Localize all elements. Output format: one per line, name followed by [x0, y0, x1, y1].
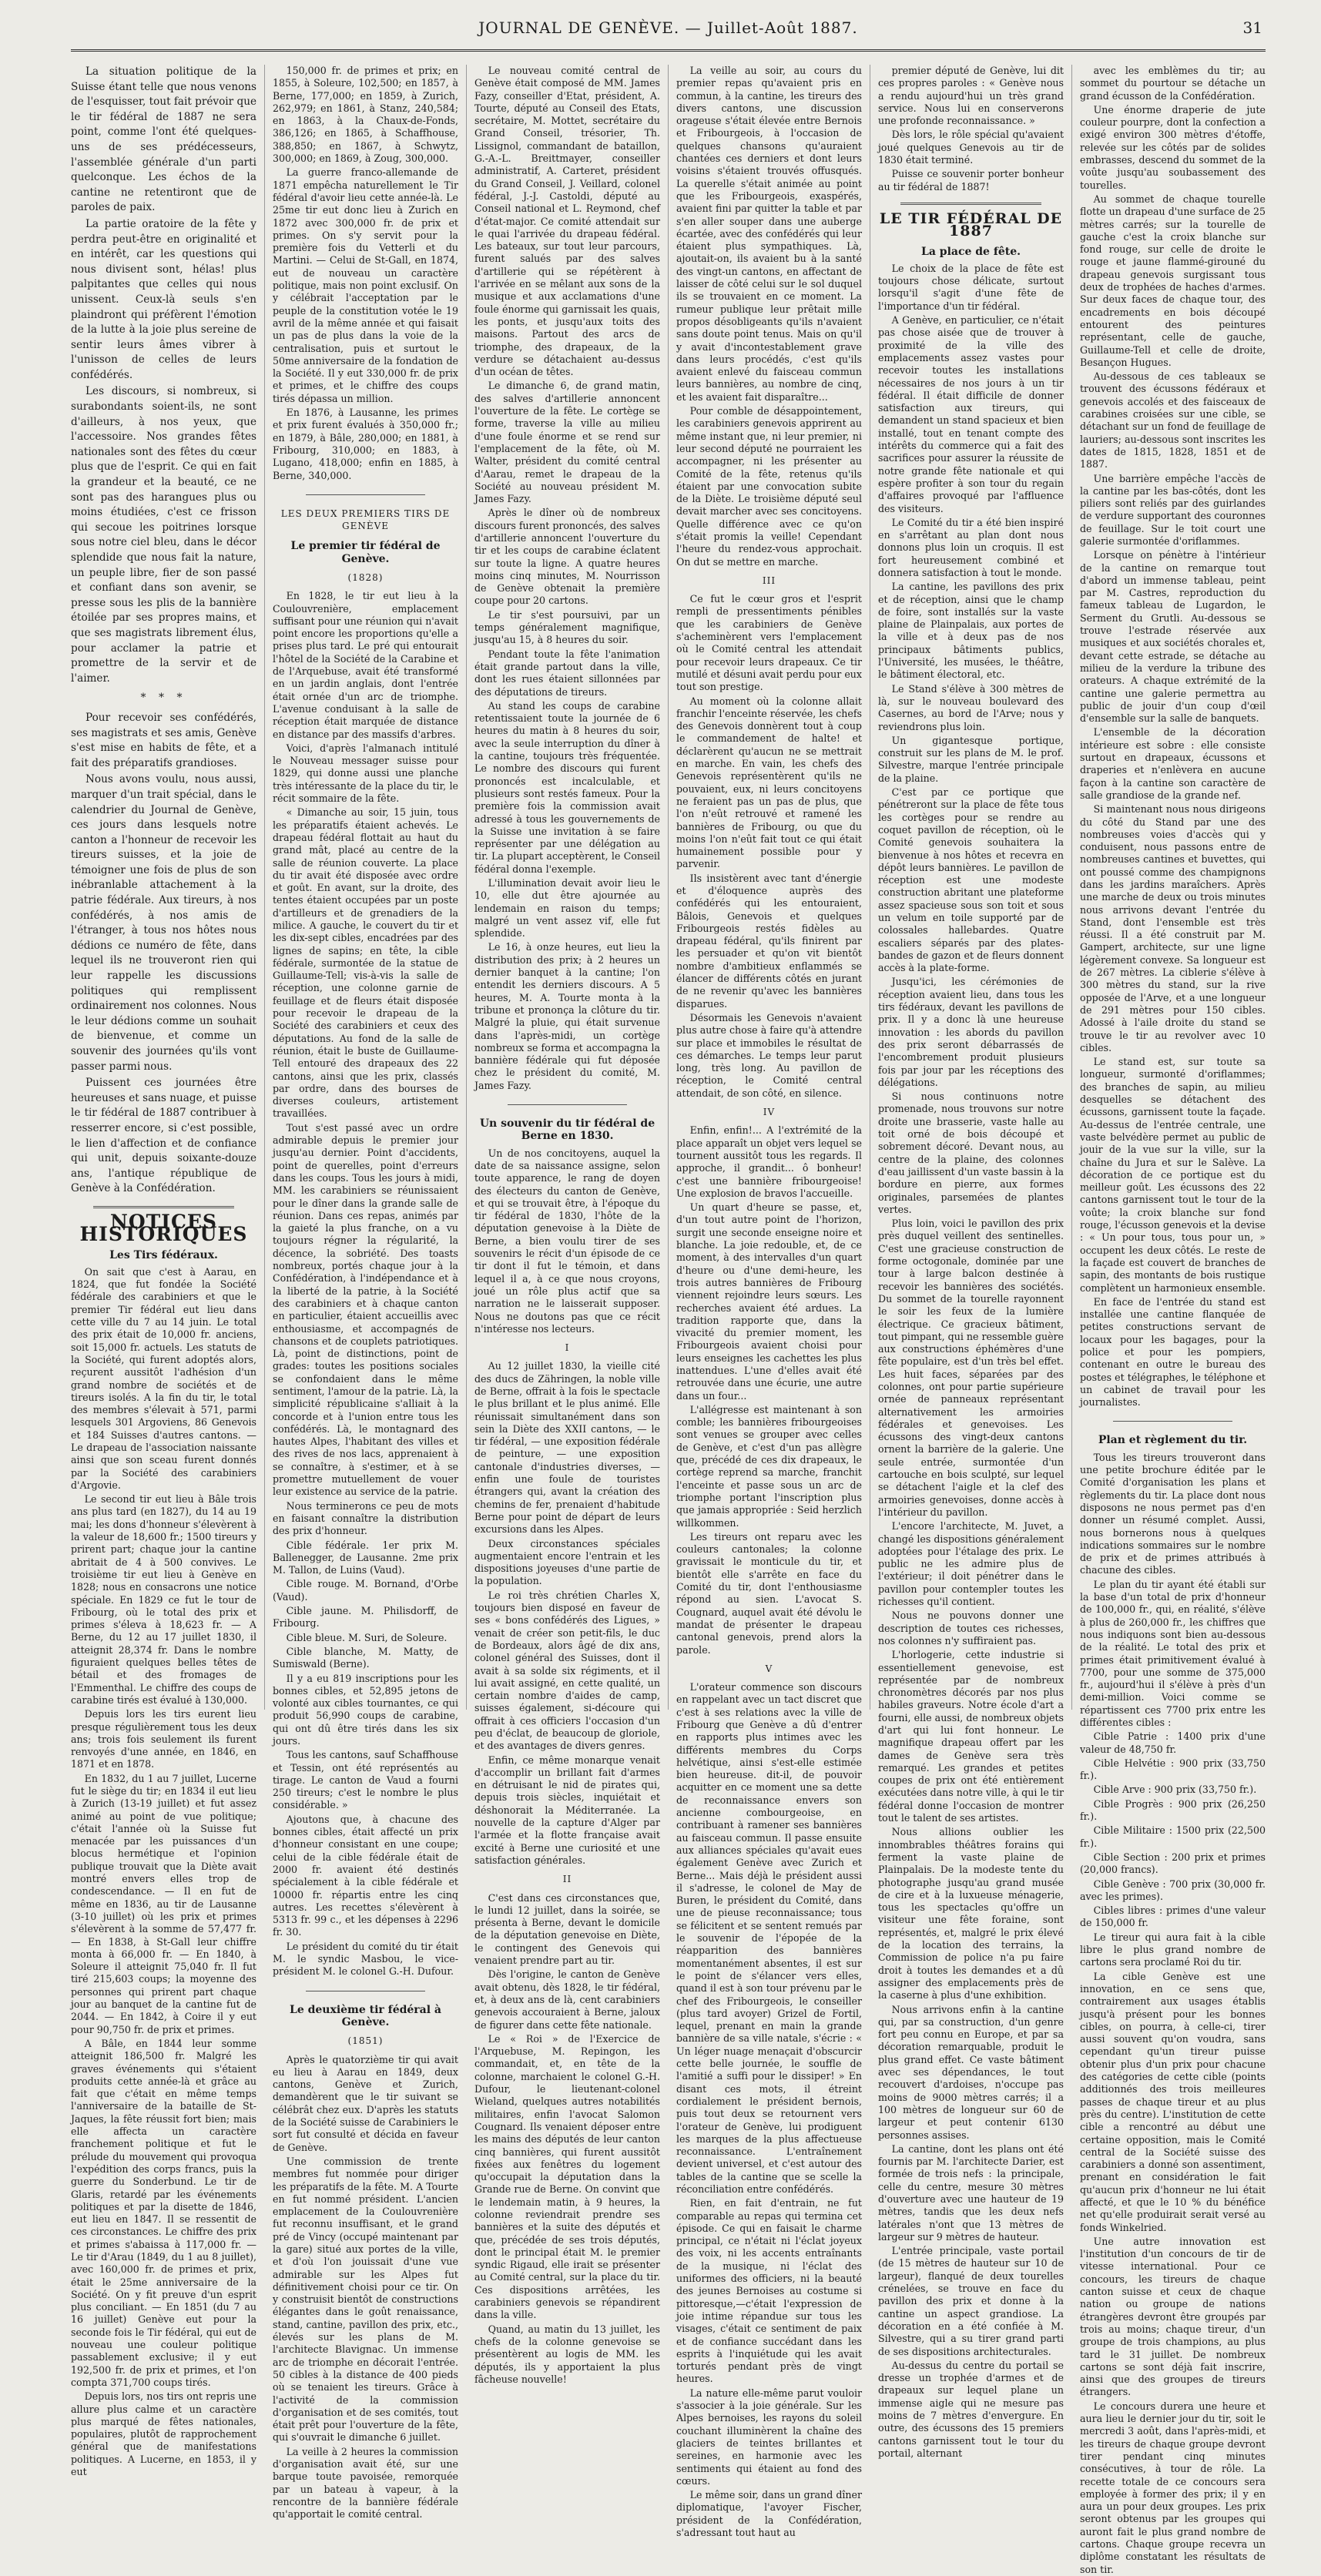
divider [306, 494, 424, 495]
paragraph: En 1828, le tir eut lieu à la Coulouvrenière, emplacement suffisant pour une réunion qui n'avait point encore les proportions qu'elle a prises plus tard. Le pré qui entourait l'hôtel de la Société de la Carabine et de l'Arquebuse, avait été transformé en un jardin anglais, dont l'entrée était ornée d'un arc de triomphe. L'avenue conduisant à la salle de réception était marquée de distance en distance par des massifs d'arbres. [273, 590, 458, 740]
part-numeral: III [762, 574, 776, 586]
paragraph: Dès l'origine, le canton de Genève avait obtenu, dès 1828, le tir fédéral, et, à deux ans de là, cent carabiniers genevois accouraient à Berne, jaloux de figurer dans cette fête nationale. [474, 1968, 660, 2031]
paragraph: La nature elle-même parut vouloir s'associer à la joie générale. Sur les Alpes bernoises, les rayons du soleil couchant illuminèrent la chaîne des glaciers de teintes brillantes et sereines, en harmonie avec les sentiments qui étaient au fond des cœurs. [676, 2387, 862, 2487]
paragraph: L'ensemble de la décoration intérieure est sobre : elle consiste surtout en drapeaux, écussons et draperies et n'enlèvera en aucune façon à la cantine son caractère de salle grandiose de la grande nef. [1080, 726, 1266, 801]
paragraph: La veille au soir, au cours du premier repas qu'avaient pris en commun, à la cantine, les tireurs des divers cantons, une discussion orageuse s'était élevée entre Bernois et Fribourgeois, à l'occasion de quelques chansons qu'auraient chantées ces derniers et dont leurs voisins s'étaient trouvés offusqués. La querelle s'était animée au point que les Fribourgeois, exaspérés, avaient fini par quitter la table et par s'en aller souper dans une auberge écartée, avec des confédérés qui leur étaient plus sympathiques. Là, ajoutait-on, ils avaient bu à la santé des vingt-un cantons, en affectant de laisser de côté celui sur le sol duquel ils se trouvaient en ce moment. La rumeur publique leur prêtait mille propos désobligeants qu'ils n'avaient sans doute point tenus. Mais on qu'il y avait d'incontestablement grave dans leurs procédés, c'est qu'ils avaient enlevé du faisceau commun leurs bannières, au nombre de cinq, et les avaient fait disparaître... [676, 65, 862, 403]
paragraph: Les tireurs ont reparu avec les couleurs cantonales; la colonne gravissait le monticule du tir, et bientôt elle s'arrête en face du Comité du tir, dont l'enthousiasme répond au sien. L'avocat S. Cougnard, auquel avait été dévolu le mandat de présenter le drapeau cantonal genevois, prend alors la parole. [676, 1530, 862, 1656]
paragraph: Au-dessus du centre du portail se dresse un trophée d'armes et de drapeaux sur lequel plane un immense aigle qui ne mesure pas moins de 7 mètres d'envergure. En outre, des écussons des 15 premiers cantons garnissent tout le tour du portail, alternant [878, 2359, 1064, 2459]
paragraph: Pour comble de désappointement, les carabiniers genevois apprirent au même instant que, ni leur premier, ni leur second député ne pourraient les accompagner, ni les présenter au Comité de la fête, retenus qu'ils étaient par une convocation subite de la Diète. Le troisième député seul devait marcher avec ses concitoyens. Quelle différence avec ce qu'on s'était promis la veille! Cependant l'heure du rendez-vous approchait. On dut se mettre en marche. [676, 405, 862, 568]
masthead-title: JOURNAL DE GENÈVE. — Juillet-Août 1887. [478, 18, 858, 37]
article-year: (1851) [347, 2035, 384, 2047]
cible-line: Cible Progrès : 900 prix (26,250 fr.). [1080, 1797, 1266, 1823]
cible-line: Cible Genève : 700 prix (30,000 fr. avec les primes). [1080, 1878, 1266, 1902]
part-numeral: IV [763, 1107, 776, 1118]
paragraph: Tout s'est passé avec un ordre admirable depuis le premier jour jusqu'au dernier. Point d'accidents, point de querelles, point d'erreurs dans les coups. Tous les jours à midi, MM. les carabiniers se réunissaient pour le dîner dans la grande salle de réunion. Dans ces repas, animés par la gaieté la plus franche, on a vu toujours régner la régularité, la décence, la sobriété. Des toasts nombreux, portés chaque jour à la Confédération, à l'indépendance et à la liberté de la patrie, à la Société des carabiniers et à chaque canton en particulier, étaient accueillis avec enthousiasme, et accompagnés de chansons et de couplets patriotiques. Là, point de distinctions, point de grades: toutes les positions sociales se confondaient dans le même sentiment, l'amour de la patrie. Là, la simplicité républicaine s'alliait à la concorde et à l'union entre tous les confédérés. Là, le montagnard des hautes Alpes, l'habitant des villes et des rives de nos lacs, apprenaient à se connaître, à s'estimer, et à se promettre mutuellement de vouer leur existence au service de la patrie. [273, 1121, 458, 1498]
paragraph: avec les emblèmes du tir; au sommet du pourtour se détache un grand écusson de la Confédération. [1080, 65, 1266, 102]
cible-line: Cible Arve : 900 prix (33,750 fr.). [1093, 1784, 1257, 1796]
paragraph: La partie oratoire de la fête y perdra peut-être en originalité et en intérêt, car les questions qui nous divisent sont, hélas! plus palpitantes que celles qui nous unissent. Ceux-là seuls s'en plaindront qui préfèrent l'émotion de la lutte à la joie plus sereine de sentir leurs âmes vibrer à l'unisson de celles de leurs confédérés. [71, 217, 256, 381]
column-2 [264, 65, 466, 2521]
paragraph: Le concours durera une heure et aura lieu le dernier jour du tir, soit le mercredi 3 août, dans l'après-midi, et les tireurs de chaque groupe devront tirer pendant cinq minutes consécutives, à tour de rôle. La recette totale de ce concours sera employée à former des prix; il y en aura un pour deux groupes. Les prix seront obtenus par les groupes qui auront fait le plus grand nombre de cartons. Chaque groupe recevra un diplôme constatant les résultats de son tir. [1080, 2400, 1266, 2575]
article-subtitle: Les Tirs fédéraux. [109, 1248, 218, 1261]
prize-line: Cible jaune. M. Philisdorff, de Fribourg. [273, 1605, 458, 1630]
paragraph: Le dimanche 6, de grand matin, des salves d'artillerie annoncent l'ouverture de la fête. Le cortège se forme, traverse la ville au milieu d'une foule énorme et se rend sur l'emplacement de la fête, où M. Walter, président du comité central d'Aarau, remet le drapeau de la Société au nouveau président M. James Fazy. [474, 380, 660, 505]
paragraph: Il y a eu 819 inscriptions pour les bonnes cibles, et 52,895 jetons de volonté aux cibles tournantes, ce qui produit 56,990 coups de carabine, qui ont dû être tirés dans les six jours. [273, 1672, 458, 1747]
paragraph: La situation politique de la Suisse étant telle que nous venons de l'esquisser, tout fait prévoir que le tir fédéral de 1887 ne sera point, comme l'ont été quelques-uns de ses prédécesseurs, l'assemblée générale d'un parti quelconque. Les échos de la cantine ne retentiront que de paroles de paix. [71, 65, 256, 214]
paragraph: Après le quatorzième tir qui avait eu lieu à Aarau en 1849, deux cantons, Genève et Zurich, demandèrent que le tir suivant se célébrât chez eux. D'après les statuts de la Société suisse de Carabiniers le sort fut consulté et décida en faveur de Genève. [273, 2053, 458, 2153]
section-heading: LES DEUX PREMIERS TIRS DE GENÈVE [280, 507, 451, 532]
paragraph: « Dimanche au soir, 15 juin, tous les préparatifs étaient achevés. Le drapeau fédéral flottait au haut du grand mât, placé au centre de la salle de réunion couverte. La place du tir avait été disposée avec ordre et goût. En avant, sur la droite, des tentes étaient occupées par un poste d'artilleurs et de grenadiers de la milice. A gauche, le couvert du tir et les dix-sept cibles, encadrées par des lignes de sapins; en tête, la cible fédérale, surmontée de la statue de Guillaume-Tell; vis-à-vis la salle de réception, une colonne garnie de feuillage et de fleurs était disposée pour recevoir le drapeau de la Société des carabiniers et ceux des députations. Au fond de la salle de réunion, était le buste de Guillaume-Tell entouré des drapeaux des 22 cantons, ainsi que les prix, classés par ordre, dans des bourses de diverses couleurs, artistement travaillées. [273, 806, 458, 1120]
cible-line: Cibles libres : primes d'une valeur de 150,000 fr. [1080, 1904, 1266, 1929]
paragraph: Si nous continuons notre promenade, nous trouvons sur notre droite une brasserie, vaste halle au toit orné de bois découpé et sobrement décoré. Devant nous, au centre de la plaine, des colonnes d'eau jaillissent d'un vaste bassin à la bordure en pierre, aux formes originales, parsemées de plantes vertes. [878, 1090, 1064, 1215]
cible-line: Cible Helvétie : 900 prix (33,750 fr.). [1080, 1757, 1266, 1782]
part-numeral: V [765, 1663, 773, 1674]
paragraph: Le second tir eut lieu à Bâle trois ans plus tard (en 1827), du 14 au 19 mai; les dons d'honneur s'élevèrent à la valeur de 18,600 fr.; 1500 tireurs y prirent part; chaque jour la cantine abritait de 4 à 500 convives. Le troisième tir eut lieu à Genève en 1828; nous en consacrons une notice spéciale. En 1829 ce fut le tour de Fribourg, où le total des prix et primes s'éleva à 18,623 fr. — A Berne, du 12 au 17 juillet 1830, il atteignit 28,374 fr. Dans le nombre figuraient quelques belles têtes de bétail et des fromages de l'Emmenthal. Le chiffre des coups de carabine tirés est évalué à 130,000. [71, 1493, 256, 1706]
page-number: 31 [1242, 18, 1262, 37]
paragraph: Depuis lors les tirs eurent lieu presque régulièrement tous les deux ans; trois fois seulement ils furent renvoyés d'une année, en 1846, en 1871 et en 1878. [71, 1708, 256, 1770]
paragraph: Une commission de trente membres fut nommée pour diriger les préparatifs de la fête. M. A Tourte en fut nommé président. L'ancien emplacement de la Coulouvrenière fut reconnu insuffisant, et le grand pré de Vincy (occupé maintenant par la gare) situé aux portes de la ville, et d'où l'on jouissait d'une vue admirable sur les Alpes fut définitivement choisi pour ce tir. On y construisit bientôt de constructions élégantes dans le goût renaissance, stand, cantine, pavillon des prix, etc., élevés sur les plans de M. l'architecte Blavignac. Un immense arc de triomphe en décorait l'entrée. 50 cibles à la distance de 400 pieds où se tenaient les tireurs. Grâce à l'activité de la commission d'organisation et de ses comités, tout était prêt pour l'ouverture de la fête, qui s'ouvrait le dimanche 6 juillet. [273, 2155, 458, 2444]
paragraph: Ils insistèrent avec tant d'énergie et d'éloquence auprès des confédérés qui les entouraient, Bâlois, Genevois et quelques Fribourgeois restés fidèles au drapeau fédéral, qu'ils finirent par les persuader et qu'on vit bientôt nombre d'ambitieux enflammés se élancer de différents côtés en jurant de ne revenir qu'avec les bannières disparues. [676, 872, 862, 1010]
paragraph: En 1832, du 1 au 7 juillet, Lucerne fut le siège du tir; en 1834 il eut lieu à Zurich (13-19 juillet) et fut assez animé au point de vue politique; c'était l'année où la Suisse fut menacée par les puissances d'un blocus hermétique et l'opinion publique trouvait que la Diète avait montré envers elles trop de condescendance. — Il en fut de même en 1836, au tir de Lausanne (3-10 juillet) où les prix et primes s'élevèrent à la somme de 57,477 fr. — En 1838, à St-Gall leur chiffre monta à 66,000 fr. — En 1840, à Soleure il atteignit 75,040 fr. Il fut tiré 215,603 coups; la moyenne des personnes qui prirent part chaque jour au banquet de la cantine fut de 2044. — En 1842, à Coire il y eut pour 90,750 fr. de prix et primes. [71, 1772, 256, 2035]
masthead [71, 6, 1266, 52]
paragraph: A Genève, en particulier, ce n'était pas chose aisée que de trouver à proximité de la ville des emplacements assez vastes pour recevoir toutes les installations nécessaires de nos jours à un tir fédéral. Il était difficile de donner satisfaction aux tireurs, qui demandent un stand spacieux et bien installé, tout en tenant compte des intérêts du commerce qui a fait des sacrifices pour assurer la réussite de notre grande fête nationale et qui espère profiter à son tour du regain d'affaires provoqué par l'affluence des visiteurs. [878, 314, 1064, 514]
paragraph: A Bâle, en 1844 leur somme atteignit 186,500 fr. Malgré les graves événements qui s'étaient produits cette année-là et grâce au fait que c'était en même temps l'anniversaire de la bataille de St-Jaques, la fête réussit fort bien; mais elle affecta un caractère franchement politique et fut le prélude du mouvement qui provoqua l'expédition des corps francs, puis la guerre du Sonderbund. Le tir de Glaris, retardé par les événements politiques et par la disette de 1846, eut lieu en 1847. Il se ressentit de ces circonstances. Le chiffre des prix et primes s'abaissa à 117,000 fr. — Le tir d'Arau (1849, du 1 au 8 juillet), avec 160,000 fr. de primes et prix, était le 25me anniversaire de la Société. On y fit preuve d'un esprit plus conciliant. — En 1851 (du 7 au 16 juillet) Genève eut pour la seconde fois le Tir fédéral, qui eut de nouveau une couleur politique passablement exclusive; il y eut 192,500 fr. de prix et primes, et l'on compta 371,700 coups tirés. [71, 2037, 256, 2388]
paragraph: Le choix de la place de fête est toujours chose délicate, surtout lorsqu'il s'agit d'une fête de l'importance d'un tir fédéral. [878, 262, 1064, 312]
column-4 [668, 65, 870, 2538]
paragraph: Puisse ce souvenir porter bonheur au tir fédéral de 1887! [878, 168, 1064, 193]
paragraph: Enfin, enfin!... A l'extrémité de la place apparaît un objet vers lequel se tournent aussitôt tous les regards. Il approche, il grandit... ô bonheur! c'est une bannière fribourgeoise! Une explosion de bravos l'accueille. [676, 1124, 862, 1199]
paragraph: Pour recevoir ses confédérés, ses magistrats et ses amis, Genève s'est mise en habits de fête, et a fait des préparatifs grandioses. [71, 711, 256, 769]
paragraph: Tous les tireurs trouveront dans une petite brochure éditée par le Comité d'organisation les plans et règlements du tir. La place dont nous disposons ne nous permet pas d'en donner un résumé complet. Aussi, nous bornerons nous à quelques indications sommaires sur le nombre de prix et de primes attribués à chacune des cibles. [1080, 1451, 1266, 1576]
paragraph: Nous allions oublier les innombrables théâtres forains qui ferment la vaste plaine de Plainpalais. De la modeste tente du photographe jusqu'au grand musée de cire et à la luxueuse ménagerie, tous les spectacles qu'offre un visiteur une fête foraine, sont représentés, et, malgré le prix élevé de la location des terrains, la Commission de police n'a pu faire droit à toutes les demandes et a dû assigner des emplacements près de la caserne à plus d'une exhibition. [878, 1826, 1064, 2002]
article-year: (1828) [347, 571, 384, 583]
paragraph: Une barrière empêche l'accès de la cantine par les bas-côtés, dont les piliers sont reliés par des guirlandes de verdure supportant des couronnes de feuillage. Sur le toit court une galerie surmontée d'oriflammes. [1080, 472, 1266, 547]
paragraph: Enfin, ce même monarque venait d'accomplir un brillant fait d'armes en détruisant le nid de pirates qui, depuis trois siècles, inquiétait et déshonorait la Méditerranée. La nouvelle de la capture d'Alger par l'armée et la flotte française avait excité à Berne une curiosité et une satisfaction générales. [474, 1754, 660, 1866]
paragraph: Au-dessous de ces tableaux se trouvent des écussons fédéraux et genevois accolés et des faisceaux de carabines croisées sur une cible, se détachant sur un fond de feuillage de lauriers; au-dessous sont inscrites les dates de 1815, 1828, 1851 et de 1887. [1080, 370, 1266, 471]
paragraph: En 1876, à Lausanne, les primes et prix furent évalués à 350,000 fr.; en 1879, à Bâle, 280,000; en 1881, à Fribourg, 310,000; en 1883, à Lugano, 418,000; enfin en 1885, à Berne, 340,000. [273, 407, 458, 481]
divider [1113, 1421, 1232, 1422]
paragraph: Au 12 juillet 1830, la vieille cité des ducs de Zähringen, la noble ville de Berne, offrait à la fois le spectacle le plus brillant et le plus animé. Elle réunissait simultanément dans son sein la Diète des XXII cantons, — le tir fédéral, — une exposition fédérale de peinture, — une exposition cantonale d'industries diverses, — enfin une foule de touristes étrangers qui, avant la création des chemins de fer, prenaient d'habitude Berne pour point de départ de leurs excursions dans les Alpes. [474, 1360, 660, 1536]
paragraph: Le même soir, dans un grand dîner diplomatique, l'avoyer Fischer, président de la Confédération, s'adressant tout haut au [676, 2489, 862, 2538]
cible-line: Cible Patrie : 1400 prix d'une valeur de 48,750 fr. [1080, 1730, 1266, 1755]
prize-line: Cible fédérale. 1er prix M. Ballenegger, de Lausanne. 2me prix M. Tallon, de Luins (Vaud). [273, 1539, 458, 1576]
column-6 [1071, 65, 1266, 2575]
paragraph: Le Stand s'élève à 300 mètres de là, sur le nouveau boulevard des Casernes, au bord de l'Arve; nous y reviendrons plus loin. [878, 682, 1064, 732]
paragraph: Pendant toute la fête l'animation était grande partout dans la ville, dont les rues étaient sillonnées par des députations de tireurs. [474, 648, 660, 698]
paragraph: La guerre franco-allemande de 1871 empêcha naturellement le Tir fédéral d'avoir lieu cette année-là. Le 25me tir eut donc lieu à Zurich en 1872 avec 300,000 fr. de prix et primes. On s'y servit pour la première fois du Vetterli et du Martini. — Celui de St-Gall, en 1874, eut de nouveau un caractère politique, mais non point exclusif. On y célébrait l'acceptation par le peuple de la constitution votée le 19 avril de la même année et qui faisait un pas de plus dans la voie de la centralisation, puis et surtout le 50me anniversaire de la fondation de la Société. Il y eut 330,000 fr. de prix et primes, et le chiffre des coups tirés dépassa un million. [273, 166, 458, 404]
prize-line: Cible bleue. M. Suri, de Soleure. [286, 1631, 448, 1643]
paragraph: Ajoutons que, à chacune des bonnes cibles, était affecté un prix d'honneur consistant en une coupe; celui de la cible fédérale était de 2000 fr. avaient été destinés spécialement à la cible fédérale et 10000 fr. répartis entre les cinq autres. Les recettes s'élevèrent à 5313 fr. 99 c., et les dépenses à 2296 fr. 30. [273, 1813, 458, 1938]
paragraph: Le « Roi » de l'Exercice de l'Arquebuse, M. Repingon, les commandait, et, en tête de la colonne, marchaient le colonel G.-H. Dufour, le lieutenant-colonel Wieland, quelques autres notabilités militaires, enfin l'avocat Salomon Cougnard. Ils venaient déposer entre les mains des députés de leur canton cinq bannières, qui furent aussitôt fixées aux fenêtres du logement qu'occupait la députation dans la Grande rue de Berne. On convint que le lendemain matin, à 9 heures, la colonne reviendrait prendre ses bannières et la suite des députés et que, précédée de ses trois députés, dont le principal était M. le premier syndic Rigaud, elle irait se présenter au Comité central, sur la place du tir. Ces dispositions arrêtées, les carabiniers genevois se répandirent dans la ville. [474, 2032, 660, 2321]
paragraph: Au stand les coups de carabine retentissaient toute la journée de 6 heures du matin à 8 heures du soir, avec la seule interruption du dîner à la cantine, toujours très fréquentée. Le nombre des discours qui furent prononcés est incalculable, et plusieurs sont restés fameux. Pour la première fois la commission avait adressé à tous les gouvernements de la Suisse une invitation à se faire représenter par une délégation au tir. La plupart acceptèrent, le Conseil fédéral donna l'exemple. [474, 699, 660, 875]
paragraph: En face de l'entrée du stand est installée une cantine flanquée de petites constructions servant de locaux pour les bagages, pour la police et pour les pompiers, contenant en outre le bureau des postes et télégraphes, le téléphone et un cabinet de travail pour les journalistes. [1080, 1295, 1266, 1409]
paragraph: Un quart d'heure se passe, et, d'un tout autre point de l'horizon, surgit une seconde enseigne noire et blanche. La joie redouble, et, de ce moment, à des intervalles d'un quart d'heure ou d'une demi-heure, les trois autres bannières de Fribourg viennent rejoindre leurs sœurs. Les recherches avaient été ardues. La tradition rapporte que, dans la vivacité du premier moment, les Fribourgeois avaient choisi pour leurs enseignes les cachettes les plus inattendues. L'une d'elles avait été retrouvée dans une écurie, une autre dans un four... [676, 1201, 862, 1402]
paragraph: L'horlogerie, cette industrie si essentiellement genevoise, est représentée par de nombreux chronomètres décorés par nos plus habiles graveurs. Notre école d'art a fourni, elle aussi, de nombreux objets d'art qui lui font honneur. Le magnifique drapeau offert par les dames de Genève sera très remarqué. Les grandes et petites coupes de prix ont été entièrement exécutées dans notre ville, à qui le tir fédéral donne l'occasion de montrer tout le talent de ses artistes. [878, 1649, 1064, 1824]
prize-line: Cible blanche, M. Matty, de Sumiswald (Berne). [273, 1645, 458, 1670]
paragraph: Puissent ces journées être heureuses et sans nuage, et puisse le tir fédéral de 1887 contribuer à resserrer encore, si c'est possible, le lien d'affection et de confiance qui unit, depuis soixante-douze ans, l'antique république de Genève à la Confédération. [71, 1077, 256, 1195]
paragraph: Au moment où la colonne allait franchir l'enceinte réservée, les chefs des Genevois donnèrent tout à coup le commandement de halte! et déclarèrent qu'aucun ne se mettrait en marche. En vain, les chefs des Genevois représentèrent qu'ils ne pouvaient, eux, ni leurs concitoyens ne feraient pas un pas de plus, que l'on n'eût retrouvé et ramené les bannières de Fribourg, ou que du moins l'on n'eût fait tout ce qui était humainement possible pour y parvenir. [676, 695, 862, 870]
paragraph: Le tireur qui aura fait à la cible libre le plus grand nombre de cartons sera proclamé Roi du tir. [1080, 1931, 1266, 1968]
paragraph: C'est par ce portique que pénétreront sur la place de fête tous les cortèges pour se rendre au coquet pavillon de réception, où le Comité genevois souhaitera la bienvenue à nos hôtes et recevra en dépôt leurs bannières. Le pavillon de réception est une modeste construction abritant une plateforme assez spacieuse sous son toit et sous un velum en toile supporté par de colossales hallebardes. Quatre escaliers séparés par des plates-bandes de gazon et de fleurs donnent accès à la plate-forme. [878, 786, 1064, 974]
paragraph: Lorsque on pénètre à l'intérieur de la cantine on remarque tout d'abord un immense tableau, peint par M. Castres, reproduction du fameux tableau de Lugardon, le Serment du Grutli. Au-dessous se trouve l'estrade réservée aux musiques et aux sociétés chorales et, devant cette estrade, se détache au milieu de la verdure la tribune des orateurs. A chaque extrémité de la cantine une galerie permettra au public de jouir d'un coup d'œil d'ensemble sur la salle de banquets. [1080, 549, 1266, 725]
part-numeral: I [565, 1342, 570, 1354]
paragraph: Jusqu'ici, les cérémonies de réception avaient lieu, dans tous les tirs fédéraux, devant les pavillons de prix. Il y a donc là une heureuse innovation : les abords du pavillon des prix seront débarrassés de l'encombrement produit plusieurs fois par jour par les réceptions des délégations. [878, 976, 1064, 1088]
article-columns [71, 65, 1266, 2575]
paragraph: Un de nos concitoyens, auquel la date de sa naissance assigne, selon toute apparence, le rang de doyen des électeurs du canton de Genève, et qui se trouvait être, à l'époque du tir fédéral de 1830, l'hôte de la députation genevoise à la Diète de Berne, a bien voulu tirer de ses souvenirs le récit d'un épisode de ce tir dont il fut le témoin, et dans lequel il a, à ce que nous croyons, joué un rôle plus actif que sa narration ne le laisserait supposer. Nous ne doutons pas que ce récit n'intéresse nos lecteurs. [474, 1147, 660, 1335]
paragraph: Tous les cantons, sauf Schaffhouse et Tessin, ont été représentés au tirage. Le canton de Vaud a fourni 250 tireurs; c'est le nombre le plus considérable. » [273, 1749, 458, 1811]
paragraph: Nous avons voulu, nous aussi, marquer d'un trait spécial, dans le calendrier du Journal de Genève, ces jours dans lesquels notre canton a l'honneur de recevoir les tireurs suisses, et la joie de témoigner une fois de plus de son inébranlable attachement à la patrie fédérale. Aux tireurs, à nos confédérés, à nos amis de l'étranger, à tous nos hôtes nous dédions ce numéro de fête, dans lequel ils ne trouveront rien qui leur rappelle les discussions politiques qui remplissent ordinairement nos colonnes. Nous le leur dédions comme un souhait de bienvenue, et comme un souvenir des journées qu'ils vont passer parmi nous. [71, 773, 256, 1073]
prize-line: Cible rouge. M. Bornand, d'Orbe (Vaud). [273, 1578, 458, 1603]
paragraph: Le plan du tir ayant été établi sur la base d'un total de prix d'honneur de 100,000 fr., qui, en réalité, s'élève à plus de 260,000 fr., les chiffres que nous indiquons sont bien au-dessous de la réalité. Le total des prix et primes était primitivement évalué à 7700, pour une somme de 375,000 fr., aujourd'hui il s'élève à près d'un demi-million. Voici comme se répartissent ces 7700 prix entre les différentes cibles : [1080, 1578, 1266, 1728]
paragraph: Désormais les Genevois n'avaient plus autre chose à faire qu'à attendre sur place et immobiles le résultat de ces démarches. Le temps leur parut long, très long. Au pavillon de réception, le Comité central attendait, de son côté, en silence. [676, 1011, 862, 1099]
paragraph: Une énorme draperie de jute couleur pourpre, dont la confection a exigé environ 300 mètres d'étoffe, relevée sur les côtés par de solides embrasses, descend du sommet de la voûte jusqu'au soubassement des tourelles. [1080, 103, 1266, 191]
paragraph: Depuis lors, nos tirs ont repris une allure plus calme et un caractère plus marqué de fêtes nationales, populaires, plutôt de rapprochement général que de manifestations politiques. A Lucerne, en 1853, il y eut [71, 2390, 256, 2478]
paragraph: Ce fut le cœur gros et l'esprit rempli de pressentiments pénibles que les carabiniers de Genève s'acheminèrent vers l'emplacement où le Comité central les attendait pour recevoir leurs drapeaux. Ce tir mutilé et désuni avait perdu pour eux tout son prestige. [676, 593, 862, 693]
asterism: * * * [140, 692, 187, 705]
divider [508, 1104, 626, 1105]
divider [900, 203, 1041, 205]
paragraph: La cantine, les pavillons des prix et de réception, ainsi que le champ de foire, sont installés sur la vaste plaine de Plainpalais, aux portes de la ville et à deux pas de nos principaux bâtiments publics, l'Université, les musées, le théâtre, le bâtiment électoral, etc. [878, 581, 1064, 681]
paragraph: L'encore l'architecte, M. Juvet, a changé les dispositions généralement adoptées pour l'étalage des prix. Le public ne les admire plus de l'extérieur; il doit pénétrer dans le pavillon pour contempler toutes les richesses qu'il contient. [878, 1520, 1064, 1608]
section-title: LE TIR FÉDÉRAL DE 1887 [879, 209, 1063, 240]
paragraph: Voici, d'après l'almanach intitulé le Nouveau messager suisse pour 1829, qui donne aussi une planche très intéressante de la place du tir, le récit sommaire de la fête. [273, 742, 458, 805]
cible-line: Cible Section : 200 prix et primes (20,000 francs). [1080, 1851, 1266, 1876]
paragraph: Le 16, à onze heures, eut lieu la distribution des prix; à 2 heures un dernier banquet à la cantine; l'on entendit les derniers discours. A 5 heures, M. A. Tourte monta à la tribune et prononça la clôture du tir. Malgré la pluie, qui était survenue dans l'après-midi, un cortège nombreux se forma et accompagna la bannière fédérale qui fut déposée chez le président du comité, M. James Fazy. [474, 941, 660, 1091]
divider [93, 1206, 234, 1208]
column-1 [71, 65, 264, 2478]
paragraph: Le nouveau comité central de Genève était composé de MM. James Fazy, conseiller d'Etat, président, A. Tourte, député au Conseil des Etats, secrétaire, M. Mottet, secrétaire du Grand Conseil, trésorier, Th. Lissignol, commandant de bataillon, G.-A.-L. Breittmayer, conseiller administratif, A. Carteret, président du Grand Conseil, J. Veillard, colonel fédéral, J.-J. Castoldi, député au Conseil national et L. Reymond, chef d'état-major. Ce comité attendait sur le quai l'arrivée du drapeau fédéral. Les bateaux, sur tout leur parcours, furent salués par des salves d'artillerie qui se répétèrent à l'arrivée en se mêlant aux sons de la musique et aux acclamations d'une foule énorme qui garnissait les quais, les ponts, et jusqu'aux toits des maisons. Partout des arcs de triomphe, des drapeaux, de la verdure se détachaient au-dessus d'un océan de têtes. [474, 65, 660, 378]
paragraph: Plus loin, voici le pavillon des prix près duquel veillent des sentinelles. C'est une gracieuse construction de forme octogonale, dominée par une tour à large balcon destinée à recevoir les bannières des sociétés. Du sommet de la tourelle rayonnent le soir les feux de la lumière électrique. Ce gracieux bâtiment, tout pimpant, qui ne ressemble guère aux constructions éphémères d'une fête populaire, est d'un très bel effet. Les huit faces, séparées par des colonnes, ont pour partie supérieure ornée de panneaux représentant alternativement les armoiries fédérales et genevoises. Les écussons des vingt-deux cantons ornent la barrière de la galerie. Une seule entrée, surmontée d'un cartouche en bois sculpté, sur lequel se détachent l'aigle et la clef des armoiries genevoises, donne accès à l'intérieur du pavillon. [878, 1218, 1064, 1518]
article-subtitle: Le premier tir fédéral de Genève. [290, 540, 441, 565]
paragraph: Nous arrivons enfin à la cantine qui, par sa construction, d'un genre fort peu connu en Europe, et par sa décoration remarquable, produit le plus grand effet. Ce vaste bâtiment avec ses dépendances, le tout recouvert d'ardoises, n'occupe pas moins de 9000 mètres carrés; il a 100 mètres de longueur sur 60 de largeur et peut contenir 6130 personnes assises. [878, 2003, 1064, 2141]
paragraph: Rien, en fait d'entrain, ne fut comparable au repas qui termina cet épisode. Ce qui en faisait le charme principal, ce n'était ni l'éclat joyeux des voix, ni les accents entraînants de la musique, ni l'éclat des uniformes des officiers, ni la beauté des jeunes Bernoises au costume si pittoresque,—c'était l'expression de joie intime répandue sur tous les visages, c'était ce sentiment de paix et de confiance succédant dans les esprits à l'inquiétude qui les avait torturés pendant près de vingt heures. [676, 2197, 862, 2385]
paragraph: Le président du comité du tir était M. le syndic Masbou, le vice-président M. le colonel G.-H. Dufour. [273, 1940, 458, 1978]
paragraph: Nous terminerons ce peu de mots en faisant connaître la distribution des prix d'honneur. [273, 1499, 458, 1537]
article-title: Un souvenir du tir fédéral de Berne en 1830. [479, 1117, 655, 1143]
paragraph: Si maintenant nous nous dirigeons du côté du Stand par une des nombreuses voies d'accès qui y conduisent, nous passons entre de nombreuses cantines et buvettes, qui ont poussé comme des champignons dans les jardins maraîchers. Après une marche de deux ou trois minutes nous arrivons devant l'entrée du Stand, dont l'ensemble est très réussi. Il a été construit par M. Gampert, architecte, sur une ligne légèrement convexe. Sa longueur est de 267 mètres. La ciblerie s'élève à 300 mètres du stand, sur la rive opposée de l'Arve, et a une longueur de 291 mètres pour 150 cibles. Adossé à l'aile droite du stand se trouve le tir au revolver avec 10 cibles. [1080, 803, 1266, 1054]
paragraph: Au sommet de chaque tourelle flotte un drapeau d'une surface de 25 mètres carrés; sur la tourelle de gauche c'est la croix blanche sur fond rouge, sur celle de droite le rouge et jaune flammé-girouné du drapeau genevois surgissant tous deux de trophées de haches d'armes. Sur deux faces de chaque tour, des encadrements en bois découpé entourent des peintures représentant, celle de gauche, Guillaume-Tell et celle de droite, Besançon Hugues. [1080, 193, 1266, 368]
paragraph: premier député de Genève, lui dit ces propres paroles : « Genève nous a rendu aujourd'hui un très grand service. Nous lui en conserverons une profonde reconnaissance. » [878, 65, 1064, 127]
paragraph: Un gigantesque portique, construit sur les plans de M. le prof. Silvestre, marque l'entrée principale de la plaine. [878, 734, 1064, 784]
paragraph: Les discours, si nombreux, si surabondants soient-ils, ne sont d'ailleurs, à nos yeux, que l'accessoire. Nos grandes fêtes nationales sont des fêtes du cœur plus que de l'esprit. Ce qui en fait la grandeur et la beauté, ce ne sont pas des harangues plus ou moins étudiées, c'est ce frisson qui secoue les poitrines lorsque sous notre ciel bleu, dans le décor splendide que nous fait la nature, un peuple libre, fier de son passé et confiant dans son avenir, se presse sous les plis de la bannière étoilée par ses propres mains, et que ses magistrats librement élus, pour acclamer la patrie et promettre de la servir et de l'aimer. [71, 385, 256, 685]
paragraph: L'allégresse est maintenant à son comble; les bannières fribourgeoises sont venues se grouper avec celles de Genève, et c'est d'un pas allègre que, précédé de ces dix drapeaux, le cortège reprend sa marche, franchit l'enceinte et passe sous un arc de triomphe portant l'inscription plus que jamais appropriée : Seid herzlich willkommen. [676, 1403, 862, 1529]
paragraph: Le Comité du tir a été bien inspiré en s'arrêtant au plan dont nous donnons plus loin un croquis. Il est fort heureusement combiné et donnera satisfaction à tout le monde. [878, 516, 1064, 578]
paragraph: Une autre innovation est l'institution d'un concours de tir de vitesse international. Pour ce concours, les tireurs de chaque canton suisse et ceux de chaque nation ou groupe de nations étrangères devront être groupés par trois au moins; chaque tireur, d'un groupe de trois champions, au plus tard le 31 juillet. De nombreux cartons se sont déjà fait inscrire, ainsi que des groupes de tireurs étrangers. [1080, 2235, 1266, 2398]
paragraph: Deux circonstances spéciales augmentaient encore l'entrain et les dispositions joyeuses d'une partie de la population. [474, 1537, 660, 1587]
paragraph: Dès lors, le rôle spécial qu'avaient joué quelques Genevois au tir de 1830 était terminé. [878, 129, 1064, 166]
paragraph: La cible Genève est une innovation, en ce sens que, contrairement aux usages établis jusqu'à présent pour les bonnes cibles, on pourra, à celle-ci, tirer aussi souvent qu'on voudra, sans cependant qu'un tireur puisse obtenir plus d'un prix pour chacune des catégories de cette cible (points additionnés des trois meilleures passes de chaque tireur et au plus près du centre). L'institution de cette cible a rencontré au début une certaine opposition, mais le Comité central de la Société suisse des carabiniers a donné son assentiment, prenant en considération le fait qu'aucun prix d'honneur ne lui était affecté, et que le 10 % du bénéfice net qu'elle produirait serait versé au fonds Winkelried. [1080, 1970, 1266, 2233]
paragraph: L'orateur commence son discours en rappelant avec un tact discret que c'est à ses relations avec la ville de Fribourg que Genève a dû d'entrer en rapports plus intimes avec les différents membres du Corps helvétique, ainsi s'est-elle estimée bien heureuse. dit-il, de pouvoir acquitter en ce moment une sa dette de reconnaissance envers son ancienne combourgeoise, en contribuant à ramener ses bannières au faisceau commun. Il passe ensuite aux alliances spéciales qu'avait eues également Genève avec Zurich et Berne... Mais déjà le président aussi il s'adresse, le colonel de May de Buren, le président du Comité, dans une de pieuse reconnaissance; tous se félicitent et se sentent remués par le souvenir de l'épopée de la réapparition des bannières momentanément absentes, il est sur le point de s'élancer vers elles, quand il est à son tour prévenu par le chef des Fribourgeois, le conseiller (plus tard avoyer) Grizel de Fortil, lequel, prenant en main la grande bannière de sa ville natale, s'écrie : « Un léger nuage menaçait d'obscurcir cette belle journée, le souffle de l'amitié a suffi pour le dissiper! » En disant ces mots, il étreint cordialement le président bernois, puis tout deux se retournent vers l'orateur de Genève, lui prodiguent les marques de la plus affectueuse reconnaissance. L'entraînement devient universel, et c'est autour des tables de la cantine que se scelle la réconciliation entre confédérés. [676, 1681, 862, 2195]
column-5 [870, 65, 1071, 2459]
article-subtitle: La place de fête. [920, 245, 1021, 258]
paragraph: C'est dans ces circonstances que, le lundi 12 juillet, dans la soirée, se présenta à Berne, devant le domicile de la députation genevoise en Diète, le contingent des Genevois qui venaient prendre part au tir. [474, 1891, 660, 1967]
paragraph: 150,000 fr. de primes et prix; en 1855, à Soleure, 102,500; en 1857, à Berne, 177,000; en 1859, à Zurich, 262,979; en 1861, à Stanz, 240,584; en 1863, à la Chaux-de-Fonds, 386,126; en 1865, à Schaffhouse, 388,850; en 1867, à Schwytz, 300,000; en 1869, à Zoug, 300,000. [273, 65, 458, 165]
column-3 [466, 65, 668, 2385]
article-subtitle: Le deuxième tir fédéral à Genève. [289, 2003, 442, 2028]
section-title: NOTICES HISTORIQUES [79, 1210, 248, 1246]
paragraph: La veille à 2 heures la commission d'organisation avait été, sur une barque toute pavoisée, remorquée par un bateau à vapeur, à la rencontre de la bannière fédérale qu'apportait le comité central. [273, 2445, 458, 2521]
intro-block [71, 65, 256, 1197]
paragraph: Après le dîner où de nombreux discours furent prononcés, des salves d'artillerie annoncent l'ouverture du tir et les coups de carabine éclatent sur toute la ligne. A quatre heures moins cinq minutes, M. Nourrisson de Genève obtenait la première coupe pour 20 cartons. [474, 507, 660, 607]
cible-line: Cible Militaire : 1500 prix (22,500 fr.). [1080, 1824, 1266, 1849]
paragraph: Le roi très chrétien Charles X, toujours bien disposé en faveur de ses « bons confédérés des Ligues, » venait de créer son petit-fils, le duc de Bordeaux, alors âgé de dix ans, colonel général des Suisses, dont il avait à sa solde six régiments, et il lui avait assigné, en cette qualité, un certain nombre d'aides de camp, suisses également, si-découre qui offrait à ces officiers l'occasion d'un peu d'éclat, de beaucoup de gloriole, et des avantages de divers genres. [474, 1589, 660, 1752]
paragraph: Le stand est, sur toute sa longueur, surmonté d'oriflammes; des branches de sapin, au milieu desquelles se détachent des écussons, garnissent toute la façade. Au-dessus de l'entrée centrale, une vaste belvédère permet au public de jouir de la vue sur la ville, sur la chaîne du Jura et sur le Salève. La décoration de ce portique est du meilleur goût. Les écussons des 22 cantons garnissent tout le tour de la voûte; la croix blanche sur fond rouge, l'écusson genevois et la devise : « Un pour tous, tous pour un, » occupent les deux côtés. Le reste de la façade est couvert de branches de sapin, des montants de bois rustique complètent un harmonieux ensemble. [1080, 1056, 1266, 1294]
paragraph: L'entrée principale, vaste portail (de 15 mètres de hauteur sur 10 de largeur), flanqué de deux tourelles crénelées, se trouve en face du pavillon des prix et donne à la cantine un aspect grandiose. La décoration en a été confiée à M. Silvestre, qui a su tirer grand parti de ses dispositions architecturales. [878, 2245, 1064, 2357]
part-numeral: II [562, 1874, 572, 1885]
paragraph: Quand, au matin du 13 juillet, les chefs de la colonne genevoise se présentèrent au logis de MM. les députés, ils y apportaient la plus fâcheuse nouvelle! [474, 2323, 660, 2385]
paragraph: L'illumination devait avoir lieu le 10, elle dut être ajournée au lendemain en raison du temps; malgré un vent assez vif, elle fut splendide. [474, 877, 660, 940]
paragraph: La cantine, dont les plans ont été fournis par M. l'architecte Darier, est formée de trois nefs : la principale, celle du centre, mesure 30 mètres d'ouverture avec une hauteur de 19 mètres, tandis que les deux nefs latérales n'ont que 13 mètres de largeur sur 9 mètres de hauteur. [878, 2142, 1064, 2243]
paragraph: On sait que c'est à Aarau, en 1824, que fut fondée la Société fédérale des carabiniers et que le premier Tir fédéral eut lieu dans cette ville du 7 au 14 juin. Le total des prix était de 10,000 fr. anciens, soit 15,000 fr. actuels. Les statuts de la Société, qui furent adoptés alors, reçurent aussitôt l'adhésion d'un grand nombre de sociétés et de tireurs isolés. A la fin du tir, le total des membres s'élevait à 571, parmi lesquels 301 Argoviens, 86 Genevois et 184 Suisses d'autres cantons. — Le drapeau de l'association naissante ainsi que son sceau furent donnés par la Société des carabiniers d'Argovie. [71, 1265, 256, 1491]
paragraph: Nous ne pouvons donner une description de toutes ces richesses, nos colonnes n'y suffiraient pas. [878, 1610, 1064, 1646]
article-subtitle: Plan et règlement du tir. [1098, 1434, 1248, 1447]
paragraph: Le tir s'est poursuivi, par un temps généralement magnifique, jusqu'au 15, à 8 heures du soir. [474, 608, 660, 646]
